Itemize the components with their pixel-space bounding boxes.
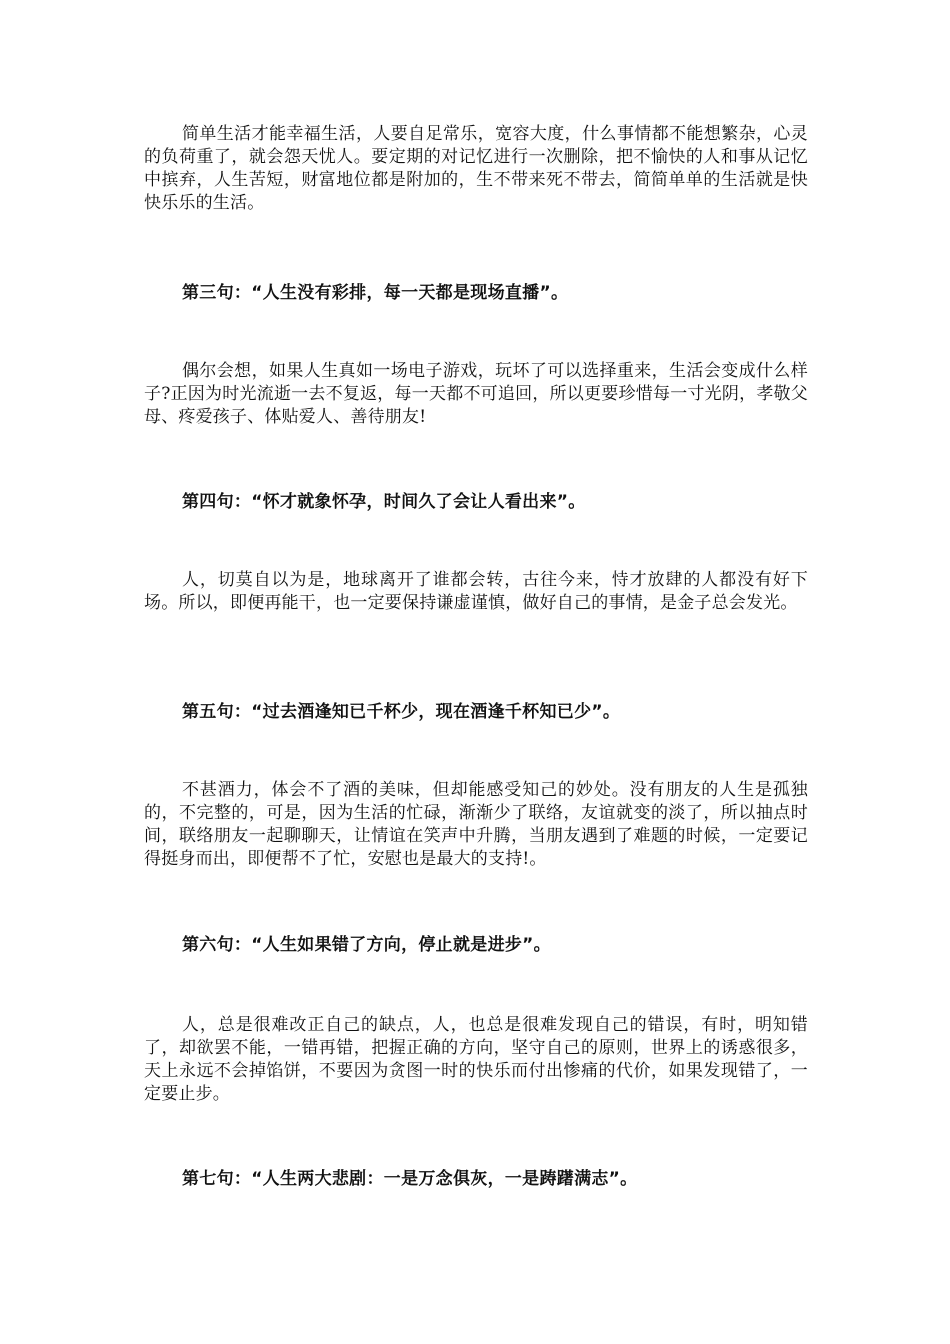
paragraph-wrong-direction: 人，总是很难改正自己的缺点，人，也总是很难发现自己的错误，有时，明知错了，却欲罢不能，一错再错，把握正确的方向，坚守自己的原则，世界上的诱惑很多，天上永远不会掉馅饼，不要因为贪图一时的快乐而付出惨痛的代价，如果发现错了，一定要止步。: [144, 1015, 808, 1104]
heading-fifth-sentence: 第五句：“过去酒逢知已千杯少，现在酒逢千杯知已少”。: [182, 702, 621, 722]
paragraph-humility: 人，切莫自以为是，地球离开了谁都会转，古往今来，恃才放肆的人都没有好下场。所以，即便再能干，也一定要保持谦虚谨慎，做好自己的事情，是金子总会发光。: [144, 570, 808, 613]
paragraph-simple-life: 简单生活才能幸福生活，人要自足常乐，宽容大度，什么事情都不能想繁杂，心灵的负荷重了，就会怨天忧人。要定期的对记忆进行一次删除，把不愉快的人和事从记忆中摈弃，人生苦短，财富地位都是附加的，生不带来死不带去，简简单单的生活就是快快乐乐的生活。: [144, 124, 808, 213]
heading-fourth-sentence: 第四句：“怀才就象怀孕，时间久了会让人看出来”。: [182, 492, 586, 512]
heading-third-sentence: 第三句：“人生没有彩排，每一天都是现场直播”。: [182, 283, 569, 303]
heading-seventh-sentence: 第七句：“人生两大悲剧：一是万念俱灰，一是踌躇满志”。: [182, 1169, 638, 1189]
paragraph-video-game: 偶尔会想，如果人生真如一场电子游戏，玩坏了可以选择重来，生活会变成什么样子?正因为时光流逝一去不复返，每一天都不可追回，所以更要珍惜每一寸光阴，孝敬父母、疼爱孩子、体贴爱人、善待朋友!: [144, 361, 808, 427]
heading-sixth-sentence: 第六句：“人生如果错了方向，停止就是进步”。: [182, 935, 551, 955]
paragraph-friendship: 不甚酒力，体会不了酒的美味，但却能感受知己的妙处。没有朋友的人生是孤独的，不完整的，可是，因为生活的忙碌，渐渐少了联络，友谊就变的淡了，所以抽点时间，联络朋友一起聊聊天，让情谊在笑声中升腾，当朋友遇到了难题的时候，一定要记得挺身而出，即便帮不了忙，安慰也是最大的支持!。: [144, 780, 808, 869]
